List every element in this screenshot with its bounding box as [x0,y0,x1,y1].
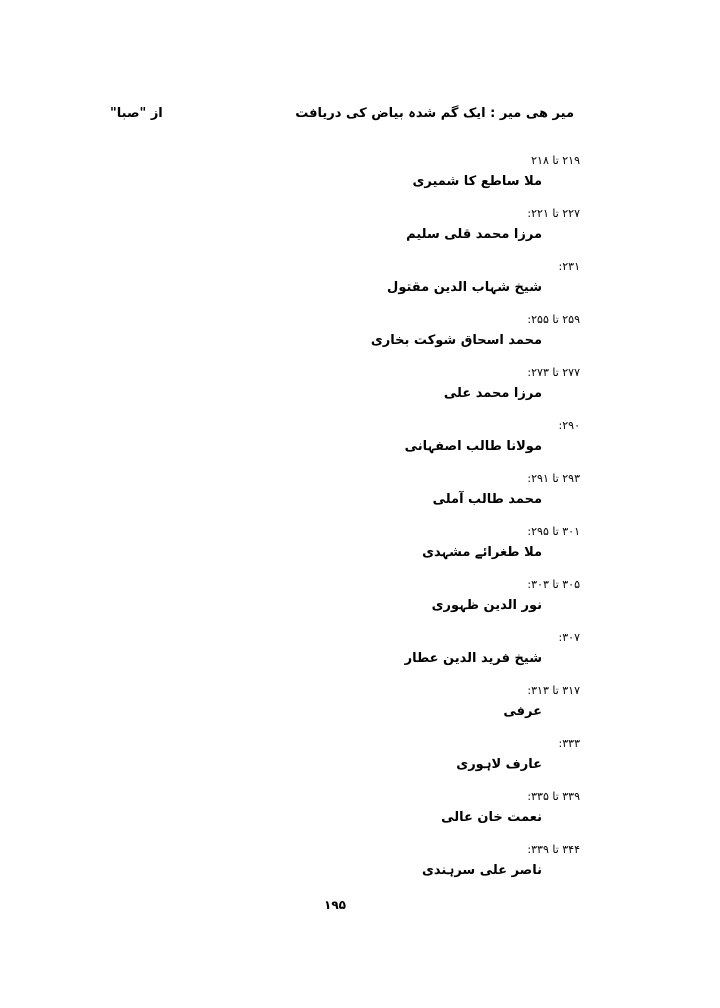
page-range: ۳۳۹ تا ۳۳۵: [527,790,580,803]
poet-name: ملا طغرائے مشہدی [422,545,542,560]
page-range: ۳۰۵ تا ۳۰۳: [527,578,580,591]
list-item [280,623,580,676]
poet-name: مولانا طالب اصفہانی [404,439,542,454]
page-range: ۲۵۹ تا ۲۵۵: [527,313,580,326]
poet-name: ملا ساطع کا شمیری [412,174,542,189]
list-item [280,517,580,570]
list-item [280,464,580,517]
poet-name: مرزا محمد علی [443,386,542,401]
page-range: ۳۳۳: [558,737,580,750]
page-range: ۲۳۱: [558,260,580,273]
page-range: ۲۹۳ تا ۲۹۱: [527,472,580,485]
poet-list [280,146,580,888]
running-header-title: میر ھی میر : ایک گم شدہ بیاض کی دریافت [295,106,574,121]
list-item [280,252,580,305]
page-number: ۱۹۵ [324,898,346,912]
poet-name: نور الدین ظہوری [431,598,542,613]
poet-name: محمد اسحاق شوکت بخاری [370,333,542,348]
poet-name: عرفی [503,704,542,719]
page-range: ۲۷۷ تا ۲۷۳: [527,366,580,379]
page-range: ۲۲۷ تا ۲۲۱: [527,207,580,220]
list-item [280,835,580,888]
list-item [280,782,580,835]
list-item [280,729,580,782]
running-header-author: از "صبا" [110,106,163,121]
list-item [280,570,580,623]
poet-name: شیخ فرید الدین عطار [404,651,542,666]
poet-name: نعمت خان عالی [441,810,542,825]
list-item [280,199,580,252]
list-item [280,358,580,411]
list-item [280,411,580,464]
page-range: ۲۹۰: [558,419,580,432]
page-range: ۲۱۹ تا ۲۱۸ [531,154,580,167]
poet-name: ناصر علی سرہندی [421,863,542,878]
poet-name: شیخ شہاب الدین مقتول [387,280,542,295]
page-range: ۳۴۴ تا ۳۳۹: [527,843,580,856]
poet-name: محمد طالب آملی [432,492,542,507]
poet-name: مرزا محمد قلی سلیم [406,227,542,242]
page-range: ۳۰۱ تا ۲۹۵: [527,525,580,538]
list-item [280,146,580,199]
poet-name: عارف لاہوری [456,757,542,772]
list-item [280,676,580,729]
page-range: ۳۱۷ تا ۳۱۳: [527,684,580,697]
list-item [280,305,580,358]
page-range: ۳۰۷: [558,631,580,644]
